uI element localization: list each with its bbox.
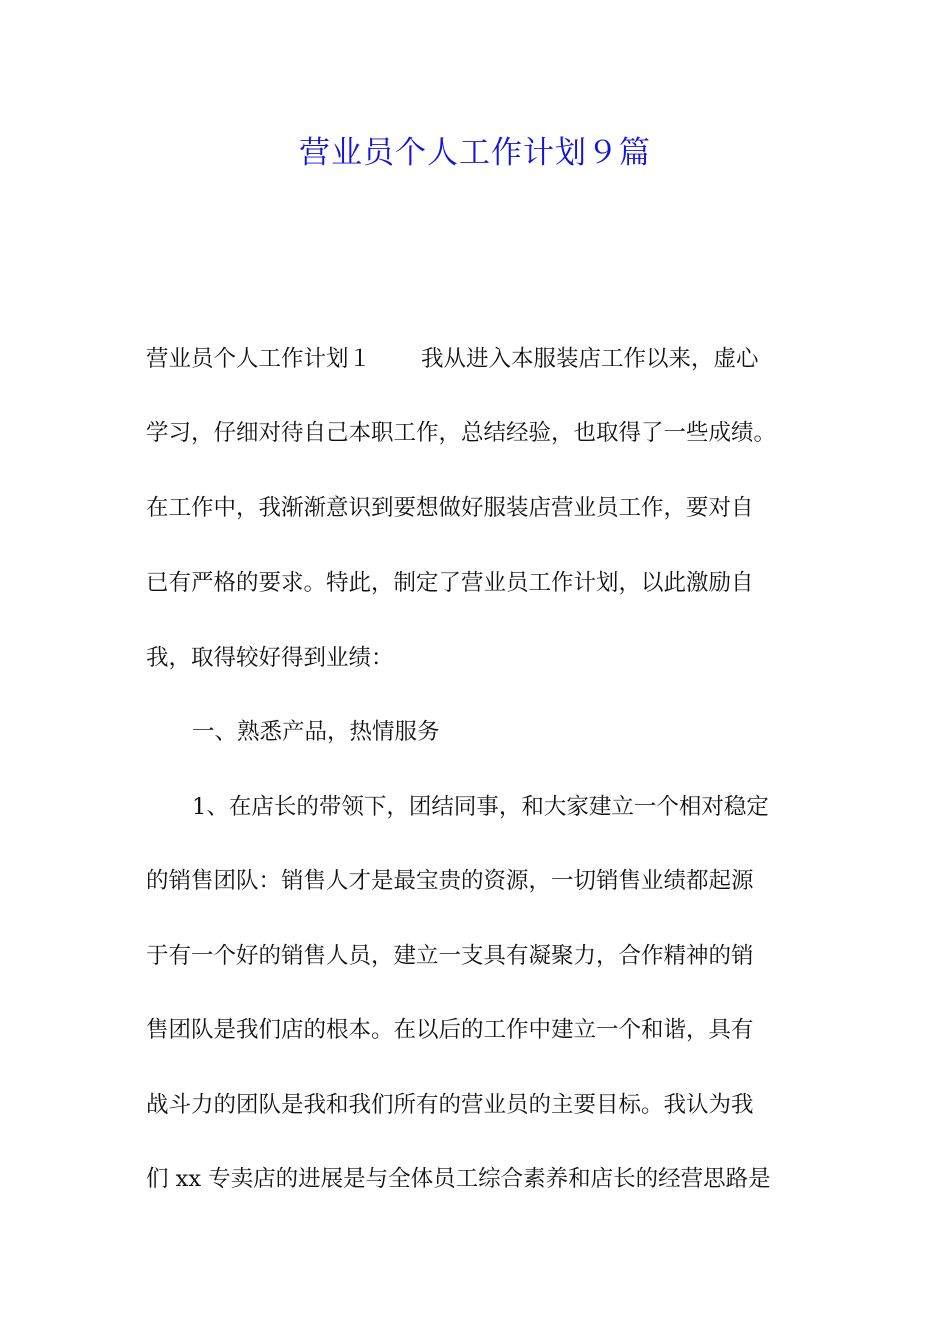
subheading-line: 一、熟悉产品，热情服务 — [192, 719, 440, 745]
document-title: 营业员个人工作计划９篇 — [299, 135, 651, 171]
paragraph-line-1 — [146, 339, 826, 379]
paragraph-line-5: 我，取得较好得到业绩： — [146, 645, 394, 671]
paragraph-text: 我从进入本服装店工作以来，虚心 — [421, 346, 759, 372]
paragraph-line-4: 已有严格的要求。特此，制定了营业员工作计划，以此激励自 — [146, 570, 754, 596]
paragraph-line-12: 们 xx 专卖店的进展是与全体员工综合素养和店长的经营思路是 — [146, 1166, 771, 1192]
paragraph-line-9: 于有一个好的销售人员，建立一支具有凝聚力，合作精神的销 — [146, 943, 754, 969]
section-heading: 营业员个人工作计划１ — [146, 346, 372, 372]
paragraph-line-7: 1、在店长的带领下，团结同事，和大家建立一个相对稳定 — [192, 794, 769, 820]
paragraph-line-2: 学习，仔细对待自己本职工作，总结经验，也取得了一些成绩。 — [146, 420, 777, 446]
paragraph-line-8: 的销售团队：销售人才是最宝贵的资源，一切销售业绩都起源 — [146, 868, 754, 894]
paragraph-line-11: 战斗力的团队是我和我们所有的营业员的主要目标。我认为我 — [146, 1092, 754, 1118]
paragraph-line-10: 售团队是我们店的根本。在以后的工作中建立一个和谐，具有 — [146, 1017, 754, 1043]
paragraph-line-3: 在工作中，我渐渐意识到要想做好服装店营业员工作，要对自 — [146, 495, 754, 521]
